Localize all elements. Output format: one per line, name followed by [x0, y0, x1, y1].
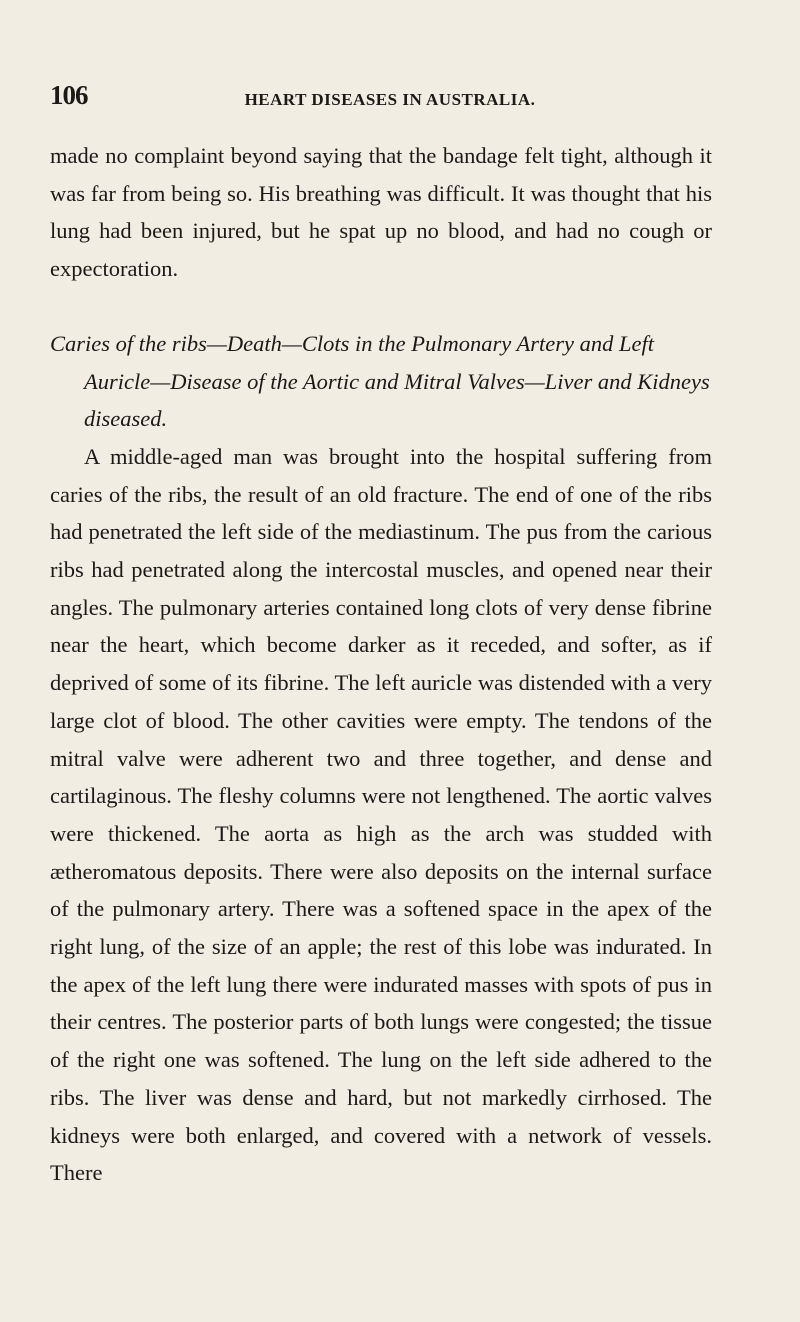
- case-paragraph: A middle-aged man was brought into the hospital suffering from caries of the ribs, the result of an old fracture. The end of one of the ribs had penetrated the left side of the mediastinum. The pus from the carious ribs had penetrated along the intercostal muscles, and opened near their angles. The pulmonary arteries contained long clots of very dense fibrine near the heart, which become darker as it receded, and softer, as if deprived of some of its fibrine. The left auricle was distended with a very large clot of blood. The other cavities were empty. The tendons of the mitral valve were adherent two and three together, and dense and cartilaginous. The fleshy columns were not lengthened. The aortic valves were thickened. The aorta as high as the arch was studded with ætheromatous deposits. There were also deposits on the internal surface of the pulmonary artery. There was a softened space in the apex of the right lung, of the size of an apple; the rest of this lobe was indurated. In the apex of the left lung there were indurated masses with spots of pus in their centres. The posterior parts of both lungs were congested; the tissue of the right one was softened. The lung on the left side adhered to the ribs. The liver was dense and hard, but not markedly cirrhosed. The kidneys were both enlarged, and covered with a network of vessels. There: [50, 443, 712, 1186]
- body-text: [50, 137, 712, 1192]
- section-heading: Caries of the ribs—Death—Clots in the Pulmonary Artery and Left Auricle—Disease of the Aortic and Mitral Valves—Liver and Kidneys diseased.: [50, 330, 710, 432]
- running-head: HEART DISEASES IN AUSTRALIA.: [244, 90, 536, 109]
- paragraph-continuation: made no complaint beyond saying that the bandage felt tight, although it was far from being so. His breathing was difficult. It was thought that his lung had been injured, but he spat up no blood, and had no cough or expectoration.: [50, 143, 712, 282]
- page-header: [50, 80, 730, 120]
- page-number: 106: [50, 80, 88, 110]
